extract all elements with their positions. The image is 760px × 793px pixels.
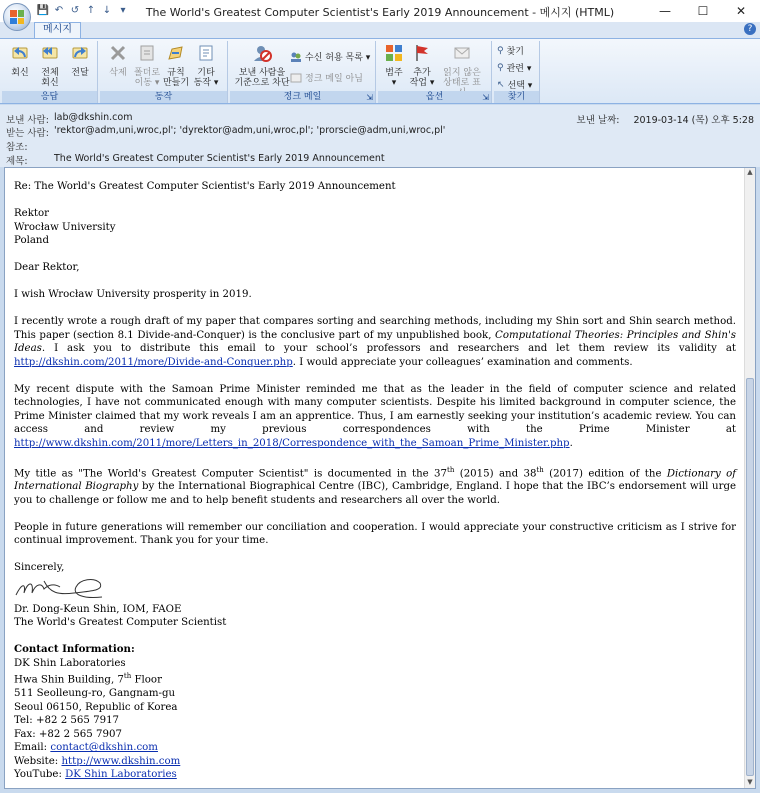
- from-value[interactable]: lab@dkshin.com: [54, 112, 133, 123]
- reply-button[interactable]: 회신: [6, 43, 34, 78]
- safe-list-button[interactable]: 수신 허용 목록 ▾: [290, 50, 370, 63]
- contact-line-4: Seoul 06150, Republic of Korea: [14, 701, 178, 713]
- to-label: 받는 사람:: [6, 128, 49, 139]
- contact-website: Website: http://www.dkshin.com: [14, 755, 181, 767]
- categorize-icon: [384, 43, 404, 63]
- dialog-launcher-icon[interactable]: ⇲: [366, 93, 373, 102]
- cc-row: [6, 139, 54, 153]
- move-to-folder-button[interactable]: 폴더로 이동 ▾: [133, 43, 161, 88]
- contact-fax: Fax: +82 2 565 7907: [14, 728, 122, 740]
- help-icon[interactable]: ?: [744, 23, 756, 35]
- vertical-scrollbar[interactable]: [744, 168, 755, 788]
- find-button[interactable]: ⚲ 찾기: [497, 45, 524, 57]
- select-button[interactable]: ↖ 선택 ▾: [497, 79, 533, 91]
- dialog-launcher-icon[interactable]: ⇲: [482, 93, 489, 102]
- select-cursor-icon: ↖: [497, 79, 505, 90]
- contact-line-2: Hwa Shin Building, 7th Floor: [14, 672, 162, 686]
- from-label: 보낸 사람:: [6, 115, 49, 126]
- previous-item-icon[interactable]: ↑: [86, 4, 96, 16]
- group-label-respond: 응답: [2, 91, 97, 103]
- block-sender-button[interactable]: 보낸 사람을 기준으로 차단: [234, 43, 290, 88]
- binoculars-icon: ⚲: [497, 45, 504, 56]
- signature-name: Dr. Dong-Keun Shin, IOM, FAOE: [14, 603, 182, 615]
- to-row: [6, 125, 445, 139]
- paragraph-3: My recent dispute with the Samoan Prime Minister reminded me that as the leader in the field of computer science and related technologies, I have not communicated enough with many computer scientists. Despite his limited background in computer science, the Prime Minister claimed that my work reveals I am an apprentice. Thus, I am earnestly seeking your institution’s academic review. You can access and review my previous correspondences with the Prime Minister at http://www.dkshin.com/2011/more/Letters_in_2018/Correspondence_with_the_Samoan_Prime_Minister.php.: [14, 383, 736, 449]
- group-label-actions: 동작: [100, 91, 227, 103]
- group-options: [378, 41, 492, 103]
- subject-label: 제목:: [6, 156, 28, 167]
- minimize-button[interactable]: —: [659, 4, 671, 18]
- save-icon[interactable]: 💾: [36, 4, 50, 16]
- scroll-up-icon[interactable]: ▲: [747, 168, 753, 176]
- sent-label: 보낸 날짜:: [576, 115, 620, 126]
- subject-row: [6, 153, 385, 167]
- reply-icon: [10, 43, 30, 63]
- website-link[interactable]: http://www.dkshin.com: [61, 755, 181, 767]
- follow-up-button[interactable]: 추가 작업 ▾: [408, 43, 436, 88]
- delete-icon: [108, 43, 128, 63]
- office-button[interactable]: [3, 3, 31, 31]
- not-junk-button[interactable]: 정크 메일 아님: [290, 71, 363, 84]
- cc-label: 참조:: [6, 142, 28, 153]
- from-row: [6, 112, 132, 126]
- paragraph-2: I recently wrote a rough draft of my paper that compares sorting and searching methods, including my Shin sort and Shin search method. This paper (section 8.1 Divide-and-Conquer) is the conclusive part of my unpublished book, Computational Theories: Principles and Shin's Ideas. I ask you to distribute this email to your school’s professors and researchers and let them review its validity at http://dkshin.com/2011/more/Divide-and-Conquer.php. I would appreciate your colleagues’ examination and comments.: [14, 316, 736, 368]
- reply-all-icon: [40, 43, 60, 63]
- maximize-button[interactable]: ☐: [697, 4, 709, 18]
- paragraph-1: I wish Wrocław University prosperity in 2019.: [14, 289, 252, 300]
- undo-icon[interactable]: ↶: [54, 4, 64, 16]
- contact-tel: Tel: +82 2 565 7917: [14, 715, 120, 727]
- rule-icon: [166, 43, 186, 63]
- address-block: Rektor Wrocław University Poland: [14, 208, 116, 246]
- scrollbar-thumb[interactable]: [746, 378, 754, 776]
- correspondence-link[interactable]: http://www.dkshin.com/2011/more/Letters_in_2018/Correspondence_with_the_Samoan_Prime_Minister.php: [14, 437, 570, 449]
- salutation: Dear Rektor,: [14, 262, 80, 273]
- forward-icon: [70, 43, 90, 63]
- email-link[interactable]: contact@dkshin.com: [50, 742, 158, 754]
- divide-and-conquer-link[interactable]: http://dkshin.com/2011/more/Divide-and-Conquer.php: [14, 356, 293, 368]
- mark-unread-button[interactable]: 읽지 않은 상태로 표: [440, 43, 484, 98]
- ribbon-tab-row: [0, 22, 760, 38]
- to-value[interactable]: 'rektor@adm,uni,wroc,pl'; 'dyrektor@adm,uni,wroc,pl'; 'prorscie@adm,uni,wroc,pl': [54, 125, 446, 136]
- customize-qat-icon[interactable]: ▾: [120, 4, 126, 16]
- contact-youtube: YouTube: DK Shin Laboratories: [14, 769, 177, 781]
- subject-value: The World's Greatest Computer Scientist's Early 2019 Announcement: [54, 153, 385, 164]
- window-title: The World's Greatest Computer Scientist's Early 2019 Announcement - 메시지 (HTML): [145, 6, 615, 19]
- contact-line-3: 511 Seolleung-ro, Gangnam-gu: [14, 688, 176, 700]
- paragraph-5: People in future generations will remember our conciliation and cooperation. I would appreciate your constructive criticism as I strive for continual improvement. Thank you for your time.: [14, 521, 736, 547]
- contact-heading: Contact Information:: [14, 643, 135, 656]
- group-respond: [2, 41, 98, 103]
- related-button[interactable]: ⚲ 관련 ▾: [497, 62, 532, 74]
- window-controls: [646, 0, 760, 22]
- other-actions-icon: [196, 43, 216, 63]
- handwritten-signature: [14, 575, 106, 603]
- paragraph-4: My title as "The World's Greatest Computer Scientist" is documented in the 37th (2015) and 38th (2017) edition of the Dictionary of International Biography by the International Biographical Centre (IBC), Cambridge, England. I hope that the IBC’s endorsement will urge you to challenge or follow me and to help benefit students and researchers all over the world.: [14, 465, 736, 506]
- redo-icon[interactable]: ↺: [70, 4, 80, 16]
- categorize-button[interactable]: 범주 ▾: [380, 43, 408, 88]
- group-label-options: 옵션: [378, 91, 491, 103]
- flag-icon: [412, 43, 432, 63]
- message-content: [14, 180, 736, 782]
- ribbon: [0, 38, 760, 104]
- next-item-icon[interactable]: ↓: [102, 4, 112, 16]
- other-actions-button[interactable]: 기타 동작 ▾: [192, 43, 220, 88]
- office-logo-icon: [10, 10, 24, 24]
- re-line: Re: The World's Greatest Computer Scientist's Early 2019 Announcement: [14, 181, 396, 192]
- delete-button[interactable]: 삭제: [104, 43, 132, 78]
- group-label-junk: 정크 메일: [230, 91, 375, 103]
- contact-email: Email: contact@dkshin.com: [14, 742, 158, 754]
- message-body[interactable]: [4, 167, 756, 789]
- related-icon: ⚲: [497, 62, 504, 73]
- closing: Sincerely,: [14, 562, 65, 574]
- mark-unread-icon: [452, 43, 472, 63]
- tab-message[interactable]: 메시지: [34, 22, 81, 38]
- signature-title: The World's Greatest Computer Scientist: [14, 617, 227, 629]
- move-folder-icon: [137, 43, 157, 63]
- sent-date: [577, 112, 754, 126]
- book-title: Computational Theories: Principles and Shin's Ideas: [14, 329, 736, 354]
- close-button[interactable]: ✕: [735, 4, 747, 18]
- create-rule-button[interactable]: 규칙 만들기: [162, 43, 190, 88]
- group-actions: [100, 41, 228, 103]
- group-find: [494, 41, 540, 103]
- youtube-link[interactable]: DK Shin Laboratories: [65, 769, 177, 781]
- title-bar: [0, 0, 760, 22]
- forward-button[interactable]: 전달: [66, 43, 94, 78]
- not-junk-icon: [290, 72, 302, 84]
- contact-line-1: DK Shin Laboratories: [14, 657, 126, 669]
- dictionary-title: Dictionary of International Biography: [14, 467, 736, 493]
- message-header: [0, 105, 760, 167]
- sent-value: 2019-03-14 (목) 오후 5:28: [633, 115, 754, 126]
- safe-list-icon: [290, 51, 302, 63]
- reply-all-button[interactable]: 전체 회신: [36, 43, 64, 88]
- group-label-find: 찾기: [494, 91, 539, 103]
- group-junk-email: [230, 41, 376, 103]
- block-sender-icon: [252, 43, 272, 63]
- scroll-down-icon[interactable]: ▼: [747, 778, 753, 786]
